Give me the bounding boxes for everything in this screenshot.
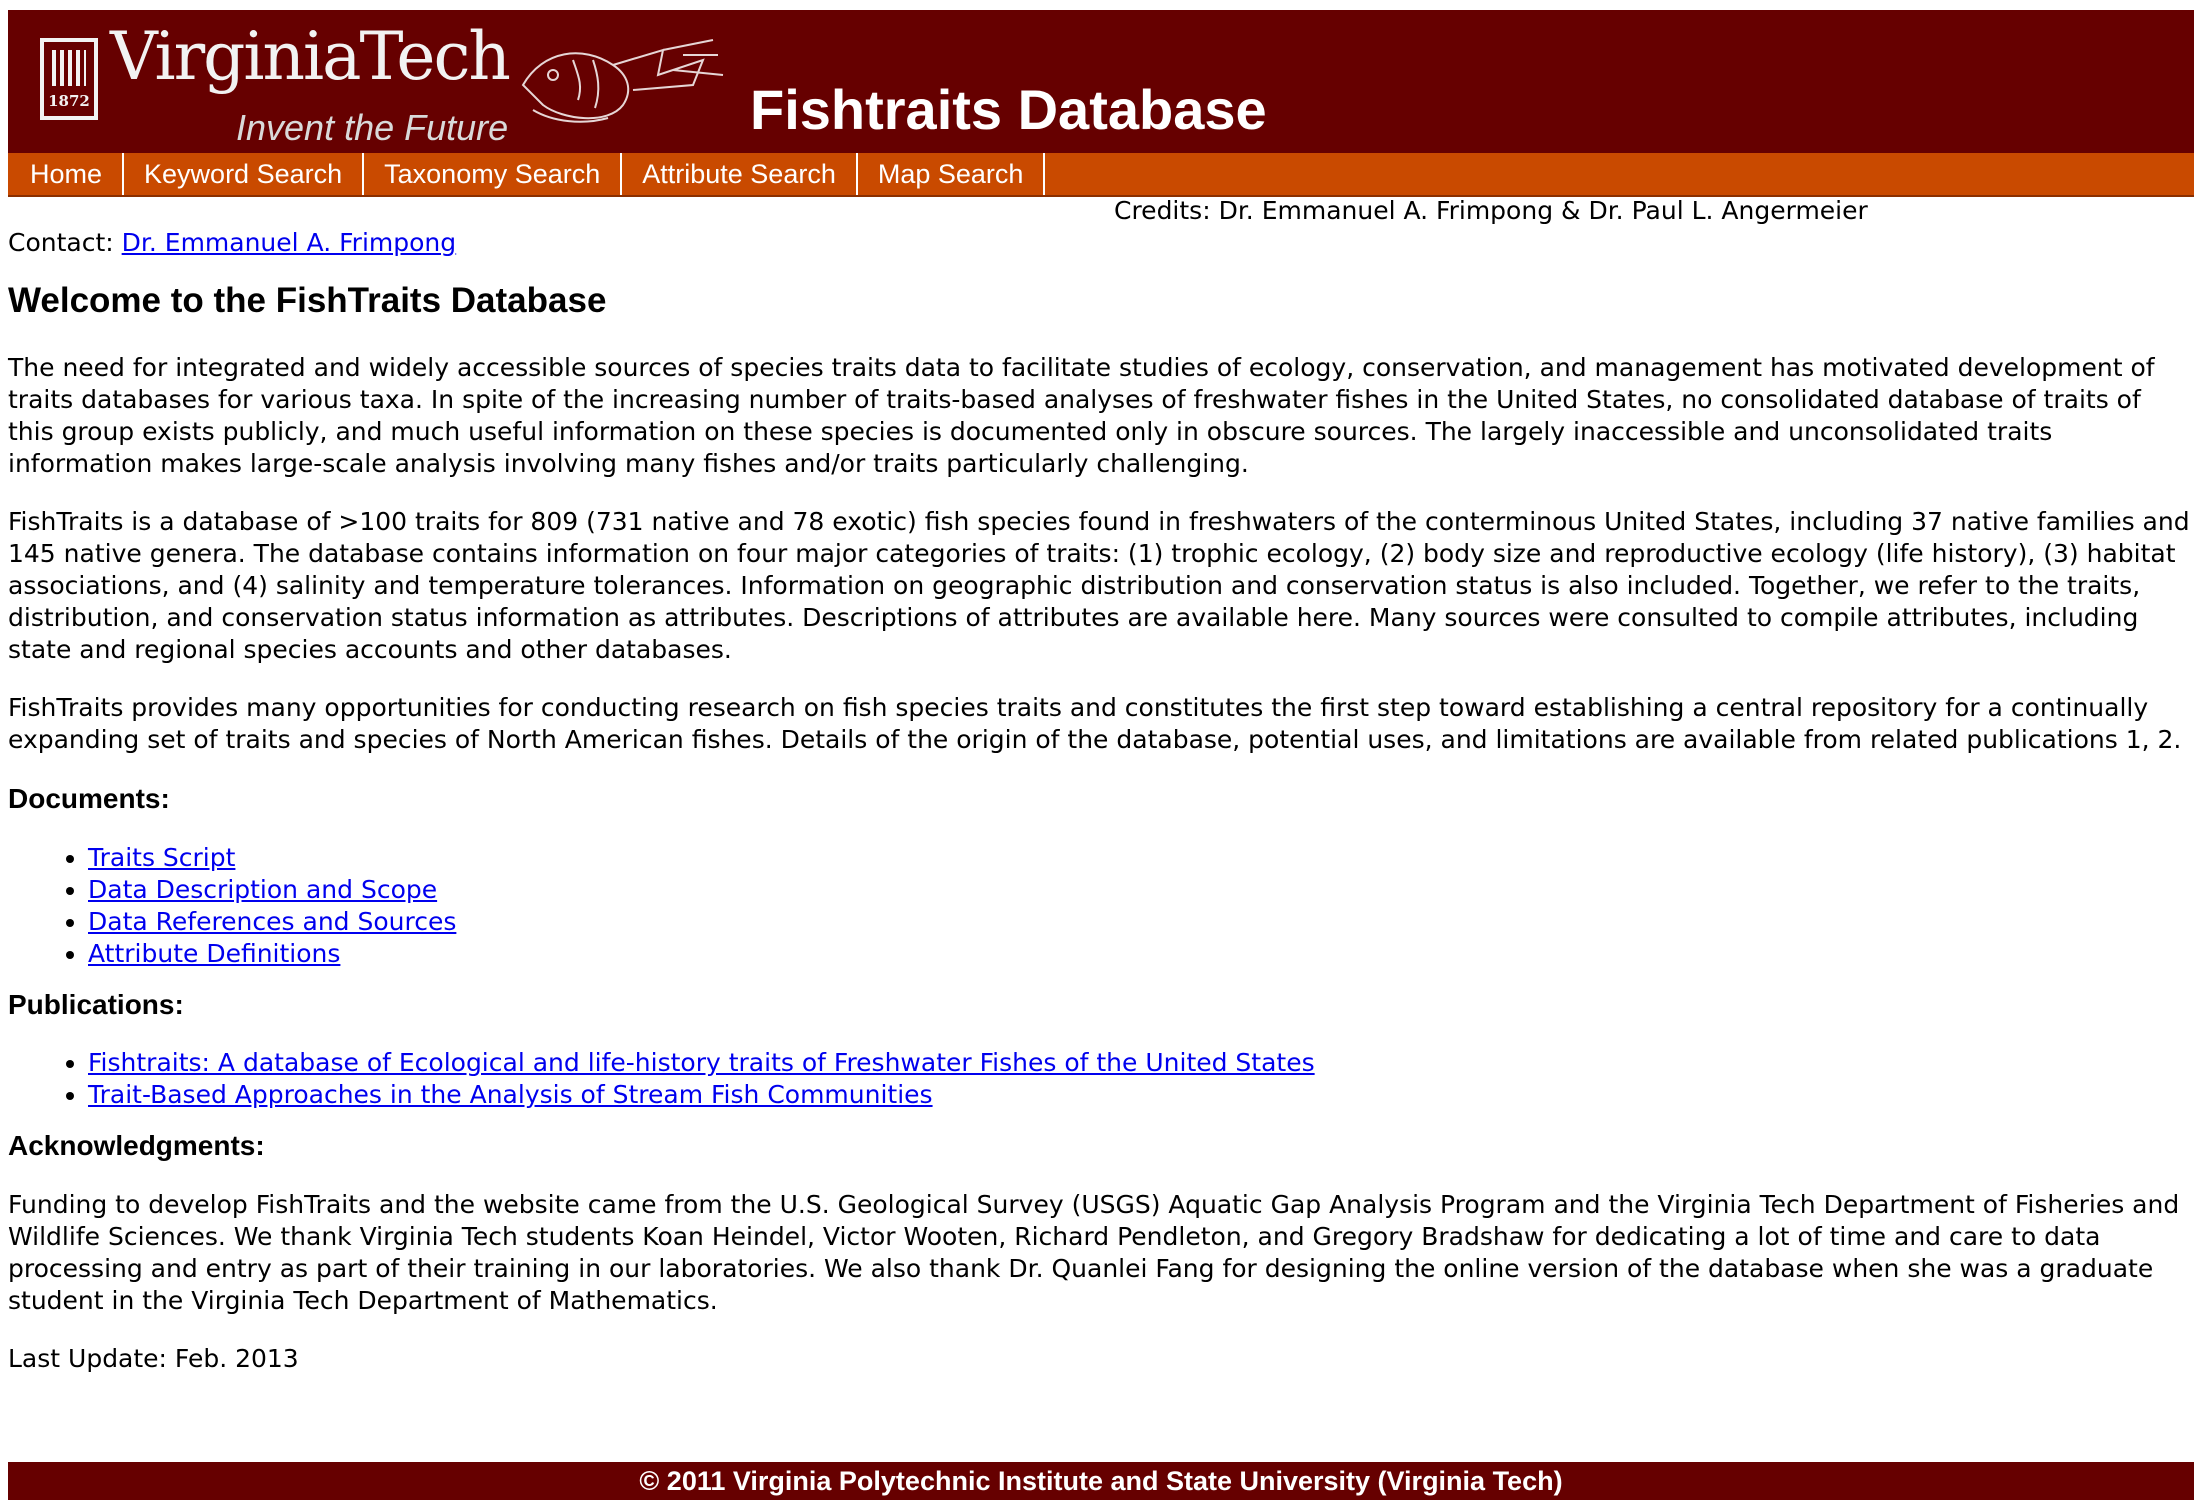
publications-heading: Publications: xyxy=(8,988,184,1020)
footer: © 2011 Virginia Polytechnic Institute and State University (Virginia Tech) xyxy=(8,1462,2194,1500)
acknowledgments-heading: Acknowledgments: xyxy=(8,1130,265,1162)
list-item xyxy=(88,1047,2194,1079)
data-references-link[interactable]: Data References and Sources xyxy=(88,906,457,936)
attribute-definitions-link[interactable]: Attribute Definitions xyxy=(88,938,341,968)
intro-paragraph: The need for integrated and widely accessible sources of species traits data to facilitate studies of ecology, conservation, and management has motivated development of traits databases for various taxa. In spite of the increasing number of traits-based analyses of freshwater fishes in the United States, no consolidated database of traits of this group exists publicly, and much useful information on these species is documented only in obscure sources. The largely inaccessible and unconsolidated traits information makes large-scale analysis involving many fishes and/or traits particularly challenging. xyxy=(8,353,2155,478)
contact xyxy=(8,228,456,257)
fish-illustration-icon xyxy=(513,30,733,130)
seal-year: 1872 xyxy=(48,92,90,110)
logo-name: VirginiaTech xyxy=(110,18,509,95)
page xyxy=(8,10,2194,1373)
nav-keyword-search[interactable]: Keyword Search xyxy=(124,153,364,195)
publications-list xyxy=(8,1047,2194,1111)
nav-map-search[interactable]: Map Search xyxy=(858,153,1046,195)
main-content xyxy=(8,280,2194,1401)
list-item xyxy=(88,938,2194,970)
documents-list xyxy=(8,842,2194,970)
documents-heading: Documents: xyxy=(8,783,170,814)
contact-label: Contact: xyxy=(8,228,122,257)
list-item xyxy=(88,842,2194,874)
last-update: Last Update: Feb. 2013 xyxy=(8,1343,299,1373)
main-nav xyxy=(8,153,2194,197)
nav-filler xyxy=(1045,153,2194,195)
page-title: Welcome to the FishTraits Database xyxy=(8,281,607,320)
contact-link[interactable]: Dr. Emmanuel A. Frimpong xyxy=(121,228,457,257)
data-description-link[interactable]: Data Description and Scope xyxy=(88,874,438,904)
opportunities-paragraph: FishTraits provides many opportunities for conducting research on fish species traits and constitutes the first step toward establishing a central repository for a continually expanding set of traits and species of North American fishes. Details of the origin of the database, potential uses, and limitations are available from related publications 1, 2. xyxy=(8,693,2182,754)
list-item xyxy=(88,874,2194,906)
header-banner xyxy=(8,10,2194,153)
description-paragraph: FishTraits is a database of >100 traits for 809 (731 native and 78 exotic) fish species found in freshwaters of the conterminous United States, including 37 native families and 145 native genera. The database contains information on four major categories of traits: (1) trophic ecology, (2) body size and reproductive ecology (life history), (3) habitat associations, and (4) salinity and temperature tolerances. Information on geographic distribution and conservation status is also included. Together, we refer to the traits, distribution, and conservation status information as attributes. Descriptions of attributes are available here. Many sources were consulted to compile attributes, including state and regional species accounts and other databases. xyxy=(8,507,2190,664)
nav-taxonomy-search[interactable]: Taxonomy Search xyxy=(364,153,622,195)
virginia-tech-logo[interactable] xyxy=(24,18,509,148)
list-item xyxy=(88,906,2194,938)
publication-link-1[interactable]: Fishtraits: A database of Ecological and life-history traits of Freshwater Fishes of the United States xyxy=(88,1048,1315,1078)
nav-attribute-search[interactable]: Attribute Search xyxy=(622,153,858,195)
site-title: Fishtraits Database xyxy=(750,78,1267,141)
nav-home[interactable]: Home xyxy=(8,153,124,195)
acknowledgments-paragraph: Funding to develop FishTraits and the website came from the U.S. Geological Survey (USGS) Aquatic Gap Analysis Program and the Virginia Tech Department of Fisheries and Wildlife Sciences. We thank Virginia Tech students Koan Heindel, Victor Wooten, Richard Pendleton, and Gregory Bradshaw for dedicating a lot of time and care to data processing and entry as part of their training in our laboratories. We also thank Dr. Quanlei Fang for designing the online version of the database when she was a graduate student in the Virginia Tech Department of Mathematics. xyxy=(8,1189,2180,1315)
credits: Credits: Dr. Emmanuel A. Frimpong & Dr. Paul L. Angermeier xyxy=(1114,196,1868,225)
traits-script-link[interactable]: Traits Script xyxy=(88,842,236,872)
publication-link-2[interactable]: Trait-Based Approaches in the Analysis of Stream Fish Communities xyxy=(88,1080,933,1110)
university-seal-icon xyxy=(40,38,98,120)
logo-tagline: Invent the Future xyxy=(236,107,509,148)
list-item xyxy=(88,1079,2194,1111)
